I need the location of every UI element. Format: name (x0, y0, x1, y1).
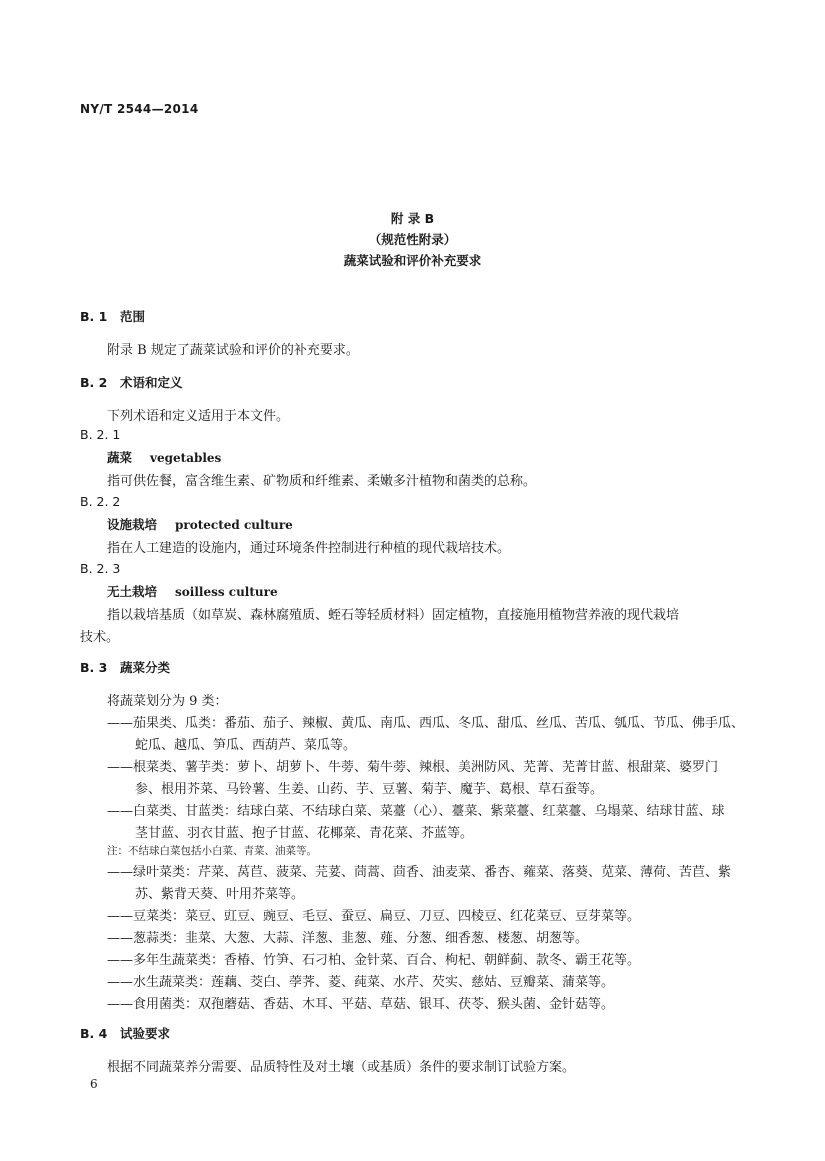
definition-soilless-culture-line1: 指以栽培基质（如草炭、森林腐殖质、蛭石等轻质材料）固定植物，直接施用植物营养液的现代栽培 (107, 608, 680, 623)
list-item-continuation: 茎甘蓝、羽衣甘蓝、抱子甘蓝、花椰菜、青花菜、芥蓝等。 (135, 826, 474, 841)
section-number: B. 2 (80, 375, 108, 390)
annex-label: 附 录 B (390, 211, 435, 226)
subsection-b22-number: B. 2. 2 (80, 494, 121, 509)
list-item: ——食用菌类：双孢蘑菇、香菇、木耳、平菇、草菇、银耳、茯苓、猴头菌、金针菇等。 (107, 997, 615, 1012)
page-number: 6 (90, 1077, 98, 1091)
term-en: soilless culture (175, 585, 278, 599)
annex-type: （规范性附录） (368, 232, 457, 247)
list-item: ——葱蒜类：韭菜、大葱、大蒜、洋葱、韭葱、薤、分葱、细香葱、楼葱、胡葱等。 (107, 931, 589, 946)
section-b1-text: 附录 B 规定了蔬菜试验和评价的补充要求。 (107, 343, 359, 358)
section-title: 试验要求 (120, 1026, 171, 1041)
term-vegetables (107, 448, 221, 466)
list-item: ——茄果类、瓜类：番茄、茄子、辣椒、黄瓜、南瓜、西瓜、冬瓜、甜瓜、丝瓜、苦瓜、瓠瓜、节瓜、佛手瓜、 (107, 716, 745, 731)
definition-soilless-culture-line2: 技术。 (80, 630, 120, 645)
list-item: ——绿叶菜类：芹菜、莴苣、菠菜、芫荽、茼蒿、茴香、油麦菜、番杏、蕹菜、落葵、苋菜、薄荷、苦苣、紫 (107, 865, 732, 880)
section-title: 术语和定义 (120, 375, 183, 390)
term-protected-culture (107, 515, 293, 533)
term-cn: 设施栽培 (107, 517, 158, 532)
list-item: ——白菜类、甘蓝类：结球白菜、不结球白菜、菜薹（心）、薹菜、紫菜薹、红菜薹、乌塌菜、结球甘蓝、球 (107, 804, 725, 819)
section-b3-heading (80, 658, 170, 676)
list-item: ——水生蔬菜类：莲藕、茭白、荸荠、菱、莼菜、水芹、芡实、慈姑、豆瓣菜、蒲菜等。 (107, 975, 615, 990)
list-item: ——根菜类、薯芋类：萝卜、胡萝卜、牛蒡、菊牛蒡、辣根、美洲防风、芜菁、芜菁甘蓝、根甜菜、婆罗门 (107, 760, 719, 775)
term-en: vegetables (150, 451, 222, 465)
definition-vegetables: 指可供佐餐，富含维生素、矿物质和纤维素、柔嫩多汁植物和菌类的总称。 (107, 474, 537, 489)
section-number: B. 4 (80, 1026, 108, 1041)
term-cn: 蔬菜 (107, 450, 133, 465)
term-soilless-culture (107, 582, 278, 600)
list-item-continuation: 参、根用芥菜、马铃薯、生姜、山药、芋、豆薯、菊芋、魔芋、葛根、草石蚕等。 (135, 782, 604, 797)
section-b1-heading (80, 307, 145, 325)
section-title: 范围 (120, 309, 146, 324)
list-item-continuation: 苏、紫背天葵、叶用芥菜等。 (135, 887, 305, 902)
note: 注：不结球白菜包括小白菜、青菜、油菜等。 (107, 845, 317, 857)
subsection-b21-number: B. 2. 1 (80, 427, 121, 442)
list-item: ——豆菜类：菜豆、豇豆、豌豆、毛豆、蚕豆、扁豆、刀豆、四棱豆、红花菜豆、豆芽菜等。 (107, 909, 641, 924)
section-number: B. 1 (80, 309, 108, 324)
term-cn: 无土栽培 (107, 584, 158, 599)
section-b4-heading (80, 1024, 170, 1042)
section-number: B. 3 (80, 660, 108, 675)
definition-protected-culture: 指在人工建造的设施内，通过环境条件控制进行种植的现代栽培技术。 (107, 541, 511, 556)
section-b4-text: 根据不同蔬菜养分需要、品质特性及对土壤（或基质）条件的要求制订试验方案。 (107, 1060, 576, 1075)
list-item-continuation: 蛇瓜、越瓜、笋瓜、西葫芦、菜瓜等。 (135, 738, 357, 753)
section-b2-intro: 下列术语和定义适用于本文件。 (107, 409, 290, 424)
section-title: 蔬菜分类 (120, 660, 171, 675)
section-b3-intro: 将蔬菜划分为 9 类： (107, 694, 228, 709)
list-item: ——多年生蔬菜类：香椿、竹笋、石刁柏、金针菜、百合、枸杞、朝鲜蓟、款冬、霸王花等。 (107, 953, 641, 968)
annex-title: 蔬菜试验和评价补充要求 (343, 253, 482, 268)
term-en: protected culture (175, 518, 293, 532)
standard-code: NY/T 2544—2014 (80, 102, 199, 116)
subsection-b23-number: B. 2. 3 (80, 561, 121, 576)
section-b2-heading (80, 373, 183, 391)
